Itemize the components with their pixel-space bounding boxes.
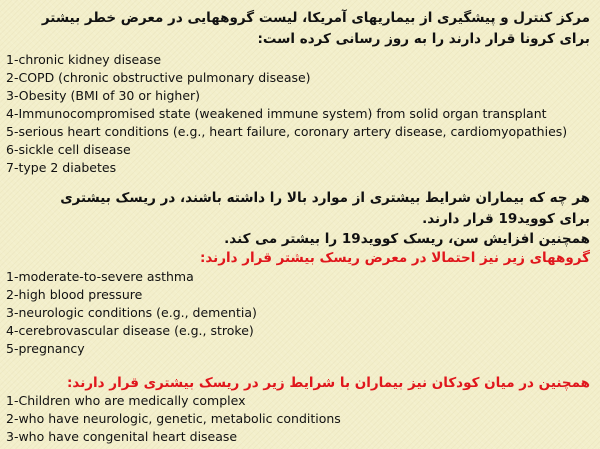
list-item: 5-serious heart conditions (e.g., heart failure, coronary artery disease, cardiomyopathies) (6, 124, 568, 139)
list-item: 4-cerebrovascular disease (e.g., stroke) (6, 323, 254, 338)
list-item: 3-neurologic conditions (e.g., dementia) (6, 305, 257, 320)
list-item: 3-Obesity (BMI of 30 or higher) (6, 88, 201, 103)
heading-possible-risk: گروههای زیر نیز احتمالا در معرض ریسک بیشتر قرار دارند: (199, 250, 590, 266)
children-risk-list (6, 392, 341, 446)
risk-conditions-list (6, 51, 567, 177)
list-item: 2-COPD (chronic obstructive pulmonary disease) (6, 70, 311, 85)
paragraph-line-1: هر چه که بیماران شرایط بیشتری از موارد بالا را داشته باشند، در ریسک بیشتری (60, 190, 590, 206)
list-item: 2-who have neurologic, genetic, metabolic conditions (6, 411, 341, 426)
list-item: 7-type 2 diabetes (6, 160, 117, 175)
list-item: 3-who have congenital heart disease (6, 429, 238, 444)
list-item: 4-Immunocompromised state (weakened immune system) from solid organ transplant (6, 106, 547, 121)
intro-line-2: برای کرونا قرار دارند را به روز رسانی کرده است: (257, 31, 590, 47)
list-item: 1-chronic kidney disease (6, 52, 162, 67)
list-item: 1-moderate-to-severe asthma (6, 269, 194, 284)
paragraph-line-2: برای کووید19 قرار دارند. (422, 211, 590, 227)
list-item: 2-high blood pressure (6, 287, 143, 302)
paragraph-line-3: همچنین افزایش سن، ریسک کووید19 را بیشتر می کند. (224, 231, 590, 247)
list-item: 5-pregnancy (6, 341, 85, 356)
possible-risk-list (6, 268, 257, 358)
list-item: 6-sickle cell disease (6, 142, 131, 157)
intro-line-1: مرکز کنترل و پیشگیری از بیماریهای آمریکا، لیست گروههایی در معرض خطر بیشتر (41, 10, 590, 26)
list-item: 1-Children who are medically complex (6, 393, 246, 408)
heading-children-risk: همچنین در میان کودکان نیز بیماران با شرایط زیر در ریسک بیشتری قرار دارند: (67, 375, 590, 391)
